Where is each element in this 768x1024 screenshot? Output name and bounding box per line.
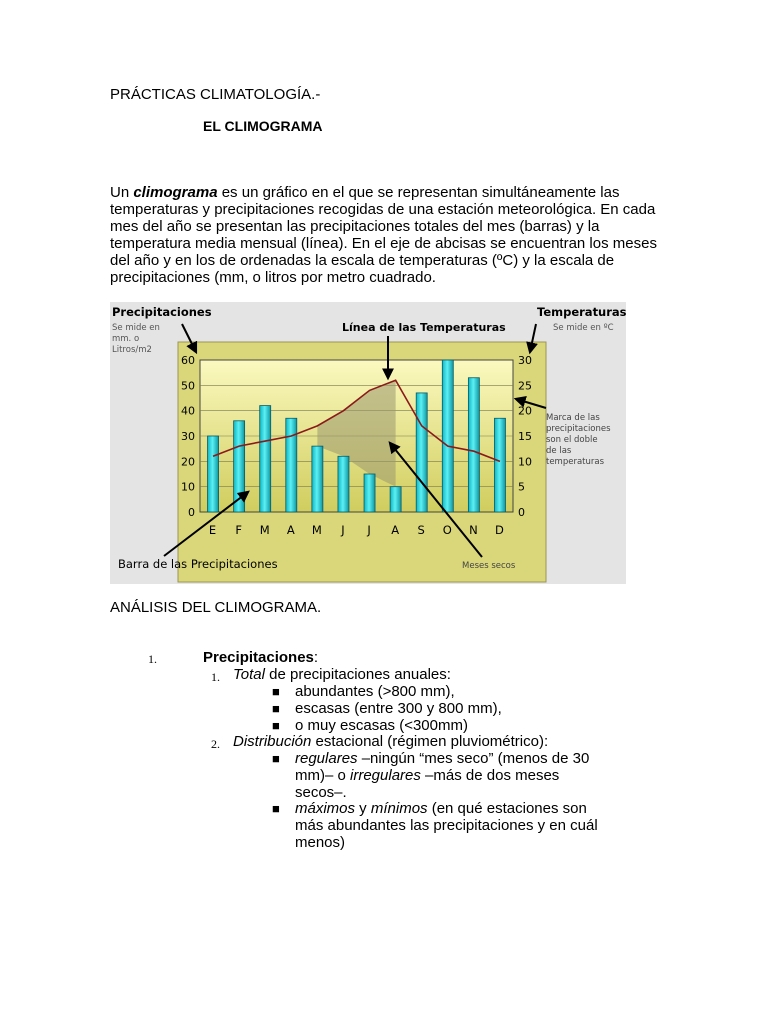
label-temperaturas: Temperaturas bbox=[537, 305, 626, 319]
sublist-item-distribucion-em: Distribución bbox=[233, 733, 312, 750]
label-precipitaciones: Precipitaciones bbox=[112, 305, 212, 319]
bullet-maximos bbox=[295, 800, 625, 851]
climogram-figure bbox=[110, 302, 626, 584]
bullet-abundantes-text: abundantes (>800 mm), bbox=[295, 683, 455, 700]
right-tick-label: 10 bbox=[518, 455, 532, 469]
bullet-regulares-marker bbox=[272, 750, 280, 767]
month-label: J bbox=[367, 523, 372, 537]
precip-bar-6 bbox=[338, 456, 349, 512]
right-tick-label: 5 bbox=[518, 480, 525, 494]
sublist-item-total-em: Total bbox=[233, 666, 265, 683]
intro-body: es un gráfico en el que se representan simultáneamente las temperaturas y precipitaciones recogidas de una estación meteorológica. En cada mes del año se presentan las precipitaciones totales del mes (barras) y la temperatura media mensual (línea). En el eje de abcisas se encuentran los meses del año y en los de ordenadas la escala de temperaturas (ºC) y la escala de precipitaciones (mm, o litros por metro cuadrado. bbox=[110, 184, 657, 286]
list-number-1-text: 1. bbox=[148, 652, 157, 666]
climogram-chart bbox=[110, 302, 626, 584]
note-double-5: temperaturas bbox=[546, 457, 605, 467]
regulares-text-4: secos–. bbox=[295, 784, 347, 801]
sublist-item-total bbox=[233, 666, 451, 683]
bullet-regulares bbox=[295, 750, 615, 801]
list-item-precipitaciones bbox=[203, 649, 318, 666]
month-label: J bbox=[341, 523, 346, 537]
sublist-number-2 bbox=[211, 735, 220, 753]
sublist-number-2-text: 2. bbox=[211, 737, 220, 751]
month-label: S bbox=[417, 523, 426, 537]
list-number-1 bbox=[148, 650, 157, 668]
label-linea-temperaturas: Línea de las Temperaturas bbox=[342, 321, 506, 334]
intro-lead: Un bbox=[110, 184, 134, 201]
analysis-title: ANÁLISIS DEL CLIMOGRAMA. bbox=[110, 599, 322, 616]
sublist-item-total-rest: de precipitaciones anuales: bbox=[264, 666, 451, 683]
maximos-text-4: menos) bbox=[295, 834, 346, 851]
regulares-text-1: –ningún “mes seco” (menos de 30 bbox=[357, 750, 590, 767]
bullet-muy-escasas bbox=[272, 717, 468, 734]
note-double-4: de las bbox=[546, 446, 572, 456]
precip-bar-4 bbox=[286, 418, 297, 512]
regulares-text-2: mm)– o bbox=[295, 767, 351, 784]
bullet-square-icon: ■ bbox=[272, 684, 280, 699]
irregulares-em: irregulares bbox=[350, 767, 421, 784]
month-label: N bbox=[469, 523, 479, 537]
month-label: E bbox=[208, 523, 218, 537]
month-label: O bbox=[442, 523, 453, 537]
bullet-maximos-marker bbox=[272, 800, 280, 817]
month-label: F bbox=[235, 523, 243, 537]
list-item-colon: : bbox=[313, 649, 319, 666]
precip-bar-8 bbox=[390, 487, 401, 512]
intro-term: climograma bbox=[133, 184, 218, 201]
month-label: A bbox=[391, 523, 401, 537]
sublist-number-1-text: 1. bbox=[211, 670, 220, 684]
precip-bar-1 bbox=[208, 436, 219, 512]
bullet-square-icon: ■ bbox=[272, 751, 280, 766]
note-double-3: son el doble bbox=[546, 435, 598, 445]
bullet-muy-escasas-text: o muy escasas (<300mm) bbox=[295, 717, 468, 734]
minimos-em: mínimos bbox=[370, 800, 428, 817]
precip-bar-3 bbox=[260, 406, 271, 512]
note-double-2: precipitaciones bbox=[546, 424, 611, 434]
regulares-text-3: –más de dos meses bbox=[420, 767, 560, 784]
list-item-label: Precipitaciones bbox=[203, 649, 314, 666]
left-tick-label: 10 bbox=[181, 480, 195, 494]
maximos-text-1: y bbox=[355, 800, 371, 817]
note-precip-2: mm. o bbox=[112, 334, 140, 344]
left-tick-label: 0 bbox=[188, 506, 195, 519]
bullet-square-icon: ■ bbox=[272, 701, 280, 716]
precip-bar-9 bbox=[416, 393, 427, 512]
note-double-1: Marca de las bbox=[546, 413, 600, 423]
sublist-item-distribucion bbox=[233, 733, 548, 750]
bullet-square-icon: ■ bbox=[272, 801, 280, 816]
page-heading: PRÁCTICAS CLIMATOLOGÍA.- bbox=[110, 86, 321, 103]
note-temp: Se mide en ºC bbox=[553, 323, 614, 333]
note-precip-3: Litros/m2 bbox=[112, 345, 152, 355]
page-subheading: EL CLIMOGRAMA bbox=[203, 118, 323, 134]
sublist-item-distribucion-rest: estacional (régimen pluviométrico): bbox=[311, 733, 549, 750]
sublist-number-1 bbox=[211, 668, 220, 686]
left-tick-label: 60 bbox=[181, 354, 195, 367]
precip-bar-10 bbox=[442, 360, 453, 512]
right-tick-label: 20 bbox=[518, 404, 532, 418]
bullet-escasas bbox=[272, 700, 502, 717]
bullet-regulares-line3 bbox=[295, 784, 615, 801]
left-tick-label: 50 bbox=[181, 379, 195, 393]
maximos-em: máximos bbox=[295, 800, 356, 817]
label-meses-secos: Meses secos bbox=[462, 561, 516, 571]
precip-bar-12 bbox=[494, 418, 505, 512]
maximos-text-3: más abundantes las precipitaciones y en cuál bbox=[295, 817, 598, 834]
note-precip-1: Se mide en bbox=[112, 323, 160, 333]
precip-bar-7 bbox=[364, 474, 375, 512]
intro-paragraph bbox=[110, 184, 670, 286]
bullet-regulares-line1 bbox=[295, 750, 615, 767]
left-tick-label: 40 bbox=[181, 404, 195, 418]
label-barra-precipitaciones: Barra de las Precipitaciones bbox=[118, 557, 278, 571]
right-tick-label: 25 bbox=[518, 379, 532, 393]
right-tick-label: 15 bbox=[518, 430, 532, 443]
month-label: A bbox=[286, 523, 296, 537]
left-tick-label: 30 bbox=[181, 430, 195, 443]
bullet-abundantes bbox=[272, 683, 455, 700]
bullet-square-icon: ■ bbox=[272, 718, 280, 733]
maximos-text-2: (en qué estaciones son bbox=[427, 800, 587, 817]
bullet-maximos-line1 bbox=[295, 800, 625, 817]
bullet-maximos-line2 bbox=[295, 817, 625, 834]
bullet-regulares-line2 bbox=[295, 767, 615, 784]
month-label: D bbox=[495, 523, 505, 537]
regulares-em: regulares bbox=[295, 750, 358, 767]
bullet-maximos-line3 bbox=[295, 834, 625, 851]
precip-bar-11 bbox=[468, 378, 479, 512]
right-tick-label: 0 bbox=[518, 506, 525, 519]
right-tick-label: 30 bbox=[518, 354, 532, 367]
precip-bar-5 bbox=[312, 446, 323, 512]
month-label: M bbox=[311, 523, 323, 537]
month-label: M bbox=[259, 523, 271, 537]
bullet-escasas-text: escasas (entre 300 y 800 mm), bbox=[295, 700, 502, 717]
left-tick-label: 20 bbox=[181, 455, 195, 469]
